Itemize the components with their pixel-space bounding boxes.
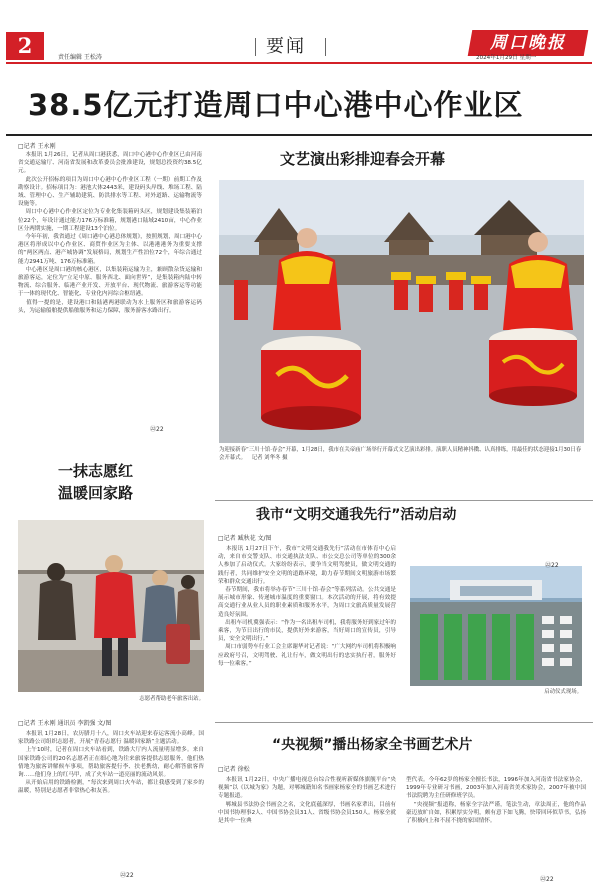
art-end-mark: ㉒22 xyxy=(540,876,554,883)
feature-caption xyxy=(219,446,584,462)
feature-caption-text: 为迎接新春“三川十馆·春会”开幕，1月28日，我市在关帝庙广场举行开幕式文艺演出彩排。演职人员精神抖擞、认真排练，用最佳的状态迎接1月30日春会开幕式。 xyxy=(219,447,582,461)
volunteer-headline-2: 温暖回家路 xyxy=(58,484,134,502)
volunteer-body: 本报讯 1月28日，农历腊月十八，周口火车站迎来春运客流小高峰。国家铁路公司组织志愿者，开展“青春志愿行 温暖回家路”主题活动。 上午10时，记者在周口火车站看到，铁路大厅内人流量明显增多。来自国家铁路公司的20名志愿者正在细心地为往来旅客提供志愿服务，他们热情地为旅客讲解候车事项，帮助旅客提行李、扶老携幼，耐心解答旅客咨询……他们身上的红马甲，成了火车站一道亮丽的流动风景。 从开始启用的铁路检测，“每次来到周口火车站，都让我感受到了家乡的温暖，特别是志愿者非常热心和友善。 xyxy=(18,731,204,795)
feature-credit: 记者 刘华冬 摄 xyxy=(251,455,288,461)
traffic-end-mark: ㉒22 xyxy=(545,562,559,569)
traffic-byline: □记者 臧秋花 文/图 xyxy=(218,535,272,542)
editor-credit: 责任编辑 王松涛 xyxy=(58,54,102,61)
traffic-photo-caption: 启动仪式现场。 xyxy=(544,689,582,695)
page-number: 2 xyxy=(17,33,33,58)
art-body-left: 本报讯 1月22日，中央广播电视总台综合性视听新媒体旗舰平台“央视频”以《以城为家》为题，对郸城籍知名书画家杨家全的书画艺术进行专题报道。 郸城县书法协会书画会之名，文化底蕴深厚，书画名家辈出，目前有中国书协理事2人、中国书协会员31人、省级书协会员150人。杨家全就是其中一位典 xyxy=(218,777,396,825)
art-headline: “央视频”播出杨家全书画艺术片 xyxy=(272,737,473,753)
feature-headline: 文艺演出彩排迎春会开幕 xyxy=(280,150,446,168)
traffic-body: 本报讯 1月27日下午，我市“文明交通我先行”活动在市体育中心启动，来自市交警支队、市交通执法支队、市公交总公司等单位的300余人参加了启动仪式。大家纷纷表示，要争当文明驾驶员，做文明交通的践行者，共同维护安全文明的道路环境，助力春节期间文明旅游市场繁荣和群众交通出行。 春节期间，我市将举办春节“三川十馆·春会”等系列活动。公共交通是展示城市形象、传递城市温度的重要窗口。本次活动的开展，将有效提高交通行业从业人员的职业素质和服务水平，为周口文旅高质量发展营造良好氛围。 出租车司机冀强表示：“作为一名出租车司机，我将服务好到家过年的乘客，为节日出行的市民，提供好外来游客，当好周口的宣传员，引导员，安全文明出行。” 周口市弱势车行业工会主席谢华对记者说：“广大网约车司机将积极响应政府号召，文明驾驶、礼让行车，做文明出行的忠实执行者，服务好每一位乘客。” xyxy=(218,546,396,667)
lead-headline: 38.5亿元打造周口中心港中心作业区 xyxy=(28,88,524,122)
volunteer-photo xyxy=(18,520,204,692)
lead-body: 本报讯 1月26日，记者从周口港获悉，周口中心港中心作业区已由河南省交通运输厅、河南省发展和改革委员会批准建设，规划总投资约38.5亿元。 此次公开招标的项目为周口中心港中心作业区工程（一期）前期工作及勘察设计。招标项目为：港池大体2443米，建设码头岸线、堆场工程、陆域、管理中心、生产辅助建筑、防洪排水等工程、对外道路、运输物流等设施等。 周口中心港中心作业区定位为专业化集装箱码头区，规划建设集装箱泊位22个，年设计通过能力176万标准箱，规划港口陆域2410亩，中心作业区分两期实施，一期工程建设13个泊位。 今年年初，我省通过《周口港中心港总体规划》，按照规划，周口港中心港区将形成以中心作业区、商贸作业区为主体、以港港港务为重要支撑的“两区两点、港产城协调”发展格局，规划生产性泊位72个，年综合通过能力2941万吨、176万标准箱。 中心港区是周口港的核心港区，以集装箱运输为主，兼顾散杂货运输和旅游客运，定位为“立足中原、服务西北、面向世界”，是集装箱内陆中转物流、综合服务、临港产业开发、开放平台、现代物流、旅游客运等功能于一体的现代化、智能化、专业化内河综合枢纽港。 值得一提的是，建设港口和陆港两港联动为水上服务区和旅游客运码头，为运输船舶提供船舶服务和运力保障，服务游客水路出行。 xyxy=(18,152,202,314)
paper-name: 周口晚报 xyxy=(490,33,566,53)
art-byline: □记者 徐松 xyxy=(218,766,250,773)
traffic-photo xyxy=(410,566,582,686)
section-rule-right xyxy=(325,38,326,56)
volunteer-end-mark: ㉒22 xyxy=(120,872,134,879)
lead-end-mark: ㉒22 xyxy=(150,426,164,433)
section-title: 要闻 xyxy=(266,36,306,57)
volunteer-headline-1: 一抹志愿红 xyxy=(58,462,134,480)
section-rule-left xyxy=(255,38,256,56)
page-number-badge xyxy=(6,32,44,60)
traffic-rule xyxy=(215,500,593,501)
headline-rule xyxy=(6,134,592,136)
traffic-headline: 我市“文明交通我先行”活动启动 xyxy=(256,507,457,523)
lead-byline: □记者 王永刚 xyxy=(18,143,56,150)
feature-photo xyxy=(219,180,584,443)
volunteer-photo-caption: 志愿者帮助老年旅客出站。 xyxy=(139,696,204,702)
header-rule xyxy=(6,62,592,64)
art-rule xyxy=(215,722,593,723)
issue-date: 2024年1月29日 星期一 xyxy=(476,55,537,61)
volunteer-byline: □记者 王永刚 通讯员 李凯强 文/图 xyxy=(18,720,112,727)
art-body-right: 型代表。今年62岁的杨家全擅长书法，1996年加入河南省书法家协会，1999年专业研习书画，2003年加入河南省美术家协会，2007年被中国书法院聘为主任研修班学员。 “央视频”报道称，杨家全字法严谨，笔法生动，章法周正，他的作品豪迈放旷自如，积累厚实分明，颇有意下如飞腾，快带回环似草书，弘扬了积极向上和不屈不挠的家国情怀。 xyxy=(406,777,586,825)
